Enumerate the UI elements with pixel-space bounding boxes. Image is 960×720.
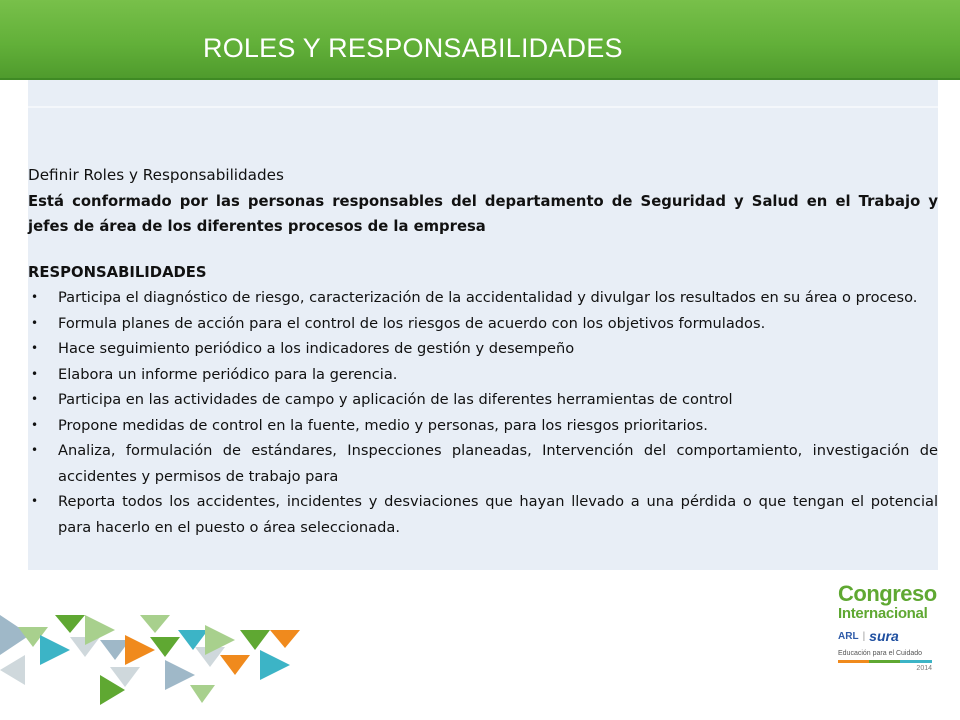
logo-arl-row — [838, 628, 938, 644]
list-item — [28, 387, 938, 413]
logo-sura: sura — [869, 628, 899, 644]
responsibilities-list — [28, 285, 938, 540]
list-item-text: Participa el diagnóstico de riesgo, caracterización de la accidentalidad y divulgar los resultados en su área o proceso. — [58, 289, 918, 306]
bullet-icon: • — [31, 290, 39, 304]
list-item-text: Participa en las actividades de campo y aplicación de las diferentes herramientas de control — [58, 391, 733, 408]
list-item — [28, 285, 938, 311]
logo-year: 2014 — [916, 665, 932, 672]
panel-divider — [28, 106, 938, 108]
logo-separator: | — [862, 630, 866, 642]
bullet-icon: • — [31, 366, 39, 381]
list-item — [28, 489, 938, 540]
list-item — [28, 362, 938, 388]
list-item — [28, 438, 938, 489]
bullet-icon: • — [31, 392, 39, 406]
logo-line1: Congreso — [838, 581, 937, 606]
list-item-text: Reporta todos los accidentes, incidentes y desviaciones que hayan llevado a una pérdida o que tengan el potencial para hacerlo en el puesto o área seleccionada. — [58, 493, 938, 536]
logo-tagline: Educación para el Cuidado — [838, 650, 923, 657]
list-item-text: Propone medidas de control en la fuente, medio y personas, para los riesgos prioritarios. — [58, 416, 708, 434]
list-item-text: Hace seguimiento periódico a los indicadores de gestión y desempeño — [58, 340, 575, 357]
triangle-pattern — [0, 615, 300, 705]
bullet-icon: • — [31, 417, 39, 432]
content-panel — [28, 80, 938, 570]
intro-line: Definir Roles y Responsabilidades — [28, 166, 284, 184]
spacer — [28, 240, 938, 260]
bullet-icon: • — [31, 341, 39, 355]
list-item — [28, 311, 938, 337]
decorative-triangles — [0, 575, 330, 720]
list-item — [28, 413, 938, 439]
bullet-icon: • — [31, 443, 39, 457]
list-item-text: Formula planes de acción para el control de los riesgos de acuerdo con los objetivos formulados. — [58, 314, 766, 332]
bullet-icon: • — [31, 494, 39, 508]
logo-arl: ARL — [838, 630, 859, 642]
list-item-text: Elabora un informe periódico para la gerencia. — [58, 365, 398, 383]
slide-title: ROLES Y RESPONSABILIDADES — [203, 33, 623, 63]
congress-logo — [838, 583, 938, 693]
header-bar — [0, 0, 960, 80]
logo-line2: Internacional — [838, 605, 928, 622]
list-item-text: Analiza, formulación de estándares, Inspecciones planeadas, Intervención del comportamiento, investigación de accidentes y permisos de trabajo para — [58, 442, 938, 485]
bullet-icon: • — [31, 315, 39, 330]
content-body — [28, 163, 938, 540]
list-item — [28, 336, 938, 362]
responsibilities-heading: RESPONSABILIDADES — [28, 263, 207, 281]
logo-color-bar — [838, 660, 932, 663]
intro-description: Está conformado por las personas responsables del departamento de Seguridad y Salud en el Trabajo y jefes de área de los diferentes procesos de la empresa — [28, 192, 938, 235]
